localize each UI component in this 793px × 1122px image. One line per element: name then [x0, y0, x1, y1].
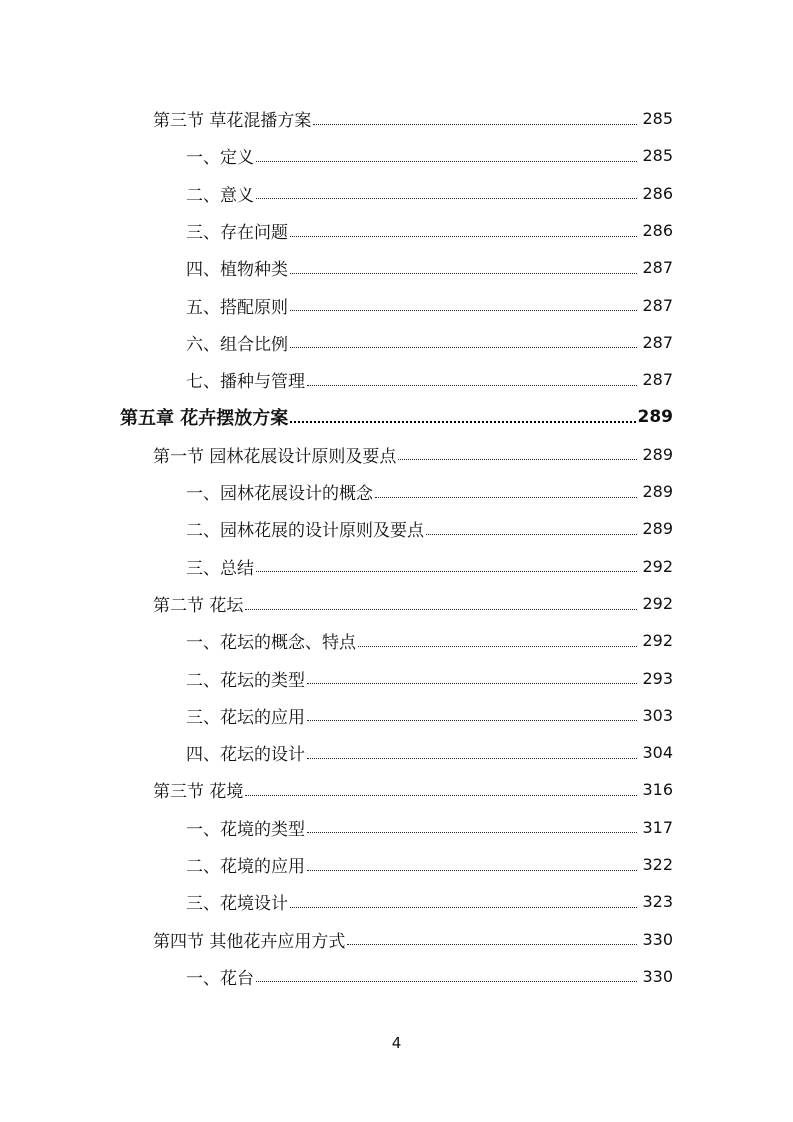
toc-dot-leader	[245, 594, 637, 614]
toc-entry-page: 292	[642, 631, 673, 651]
toc-dot-leader	[307, 705, 637, 725]
toc-dot-leader	[398, 444, 637, 464]
toc-entry-title: 一、定义	[186, 148, 254, 169]
toc-entry-title: 七、播种与管理	[186, 372, 305, 393]
toc-entry-item[interactable]	[0, 622, 793, 659]
toc-dot-leader	[256, 556, 637, 576]
toc-entry-title: 第三节 草花混播方案	[153, 111, 312, 132]
toc-entry-item[interactable]	[0, 809, 793, 846]
toc-entry-title: 二、花坛的类型	[186, 670, 305, 691]
toc-entry-page: 293	[642, 668, 673, 688]
toc-entry-section[interactable]	[0, 771, 793, 808]
toc-entry-title: 三、总结	[186, 558, 254, 579]
toc-dot-leader	[375, 482, 637, 502]
toc-dot-leader	[307, 817, 637, 837]
toc-dot-leader	[256, 146, 637, 166]
toc-entry-section[interactable]	[0, 100, 793, 137]
toc-entry-item[interactable]	[0, 324, 793, 361]
toc-entry-title: 三、花境设计	[186, 894, 288, 915]
toc-entry-item[interactable]	[0, 473, 793, 510]
toc-dot-leader	[290, 221, 637, 241]
toc-entry-title: 二、园林花展的设计原则及要点	[186, 521, 424, 542]
toc-dot-leader	[290, 295, 637, 315]
toc-entry-page: 285	[642, 146, 673, 166]
toc-entry-page: 289	[637, 407, 673, 428]
toc-entry-title: 第四节 其他花卉应用方式	[153, 931, 346, 952]
toc-entry-page: 289	[642, 482, 673, 502]
toc-entry-page: 322	[642, 855, 673, 875]
toc-entry-title: 第二节 花坛	[153, 596, 244, 616]
toc-entry-page: 330	[642, 929, 673, 949]
toc-entry-item[interactable]	[0, 958, 793, 995]
toc-entry-item[interactable]	[0, 883, 793, 920]
toc-dot-leader	[290, 407, 635, 427]
toc-entry-page: 285	[642, 109, 673, 129]
toc-entry-page: 316	[642, 780, 673, 800]
toc-entry-title: 一、园林花展设计的概念	[186, 484, 373, 505]
toc-entry-title: 二、意义	[186, 185, 254, 206]
toc-entry-item[interactable]	[0, 659, 793, 696]
toc-entry-page: 292	[642, 594, 673, 613]
toc-dot-leader	[290, 332, 637, 352]
toc-entry-page: 287	[642, 332, 673, 352]
toc-entry-section[interactable]	[0, 921, 793, 958]
toc-entry-page: 286	[642, 183, 673, 203]
toc-dot-leader	[426, 519, 637, 539]
toc-dot-leader	[313, 109, 637, 129]
toc-entry-title: 四、花坛的设计	[186, 745, 305, 766]
toc-entry-page: 304	[642, 743, 673, 763]
toc-entry-item[interactable]	[0, 286, 793, 323]
toc-entry-chapter[interactable]	[0, 398, 793, 435]
toc-dot-leader	[290, 892, 637, 912]
table-of-contents	[0, 100, 793, 995]
toc-dot-leader	[256, 966, 637, 986]
toc-entry-page: 287	[642, 258, 673, 278]
toc-dot-leader	[307, 370, 637, 390]
toc-entry-title: 四、植物种类	[186, 260, 288, 281]
toc-entry-title: 三、花坛的应用	[186, 707, 305, 728]
toc-dot-leader	[307, 668, 637, 688]
toc-dot-leader	[358, 631, 637, 651]
toc-dot-leader	[256, 183, 637, 203]
toc-entry-title: 一、花境的类型	[186, 819, 305, 840]
toc-entry-title: 第五章 花卉摆放方案	[120, 408, 289, 430]
toc-entry-title: 第一节 园林花展设计原则及要点	[153, 446, 397, 467]
toc-entry-section[interactable]	[0, 585, 793, 622]
toc-entry-item[interactable]	[0, 137, 793, 174]
toc-entry-page: 303	[642, 705, 673, 725]
toc-entry-title: 六、组合比例	[186, 334, 288, 355]
toc-entry-title: 五、搭配原则	[186, 297, 288, 318]
toc-dot-leader	[245, 780, 637, 800]
toc-entry-title: 第三节 花境	[153, 782, 244, 803]
toc-entry-item[interactable]	[0, 697, 793, 734]
toc-entry-item[interactable]	[0, 548, 793, 585]
toc-entry-item[interactable]	[0, 175, 793, 212]
toc-entry-page: 317	[642, 817, 673, 837]
toc-entry-page: 289	[642, 519, 673, 539]
toc-entry-page: 287	[642, 295, 673, 315]
toc-dot-leader	[347, 929, 637, 949]
toc-entry-page: 289	[642, 444, 673, 464]
toc-entry-page: 286	[642, 221, 673, 241]
toc-entry-page: 287	[642, 370, 673, 390]
toc-entry-item[interactable]	[0, 734, 793, 771]
toc-entry-item[interactable]	[0, 249, 793, 286]
toc-dot-leader	[307, 743, 637, 763]
toc-dot-leader	[307, 855, 637, 875]
toc-entry-page: 292	[642, 556, 673, 576]
toc-entry-item[interactable]	[0, 510, 793, 547]
toc-entry-title: 三、存在问题	[186, 223, 288, 244]
toc-entry-section[interactable]	[0, 436, 793, 473]
toc-entry-page: 323	[642, 892, 673, 912]
toc-entry-item[interactable]	[0, 846, 793, 883]
toc-entry-title: 一、花坛的概念、特点	[186, 633, 356, 654]
toc-entry-title: 一、花台	[186, 968, 254, 989]
toc-entry-item[interactable]	[0, 212, 793, 249]
toc-entry-title: 二、花境的应用	[186, 857, 305, 878]
toc-entry-item[interactable]	[0, 361, 793, 398]
page-number: 4	[391, 1034, 402, 1052]
toc-dot-leader	[290, 258, 637, 278]
toc-entry-page: 330	[642, 966, 673, 986]
